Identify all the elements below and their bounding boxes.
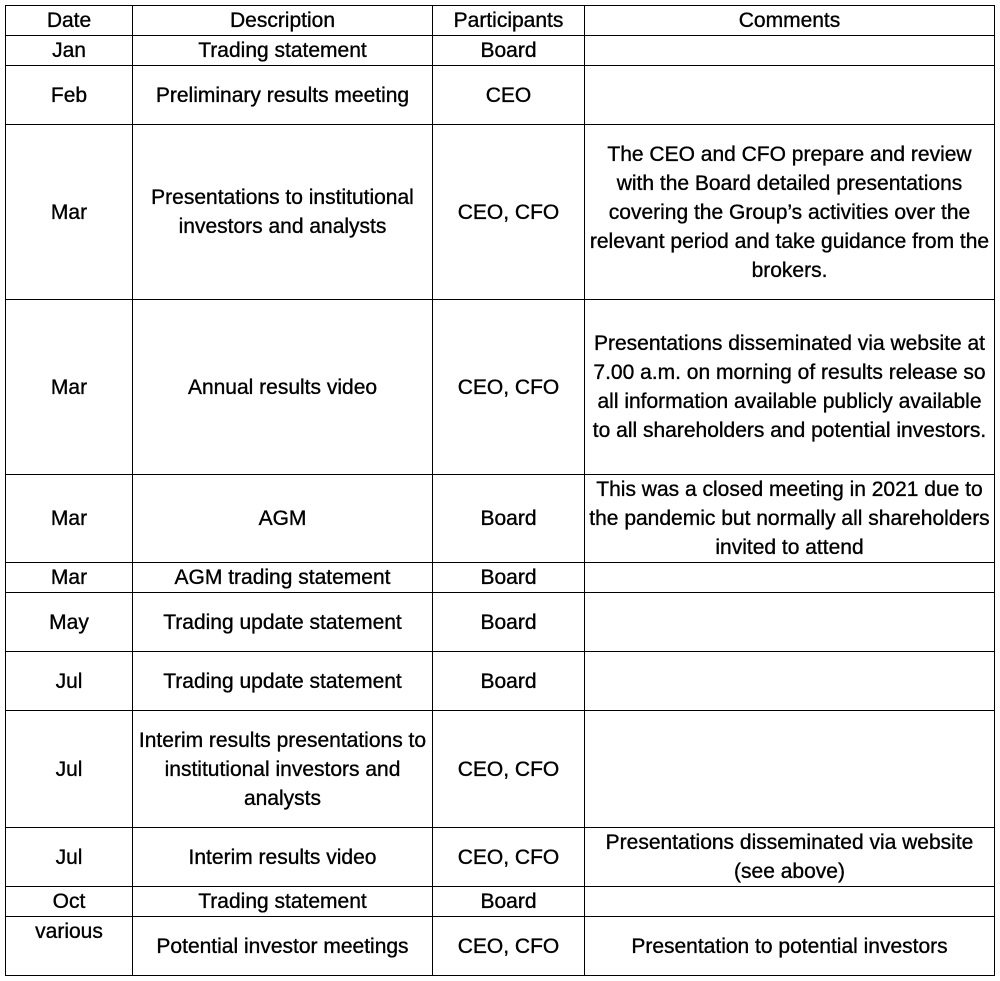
cell-date: Feb — [6, 66, 133, 125]
cell-comments — [585, 887, 995, 917]
table-row — [6, 300, 995, 475]
cell-participants: CEO, CFO — [433, 917, 585, 976]
cell-participants: Board — [433, 563, 585, 593]
cell-participants: CEO, CFO — [433, 828, 585, 887]
cell-participants: Board — [433, 475, 585, 563]
cell-description: AGM trading statement — [133, 563, 433, 593]
cell-description: Presentations to institutional investors and analysts — [133, 125, 433, 300]
cell-participants: Board — [433, 36, 585, 66]
table-row — [6, 475, 995, 563]
header-comments: Comments — [585, 6, 995, 36]
cell-participants: CEO — [433, 66, 585, 125]
cell-description: Trading statement — [133, 36, 433, 66]
investor-relations-calendar-table — [5, 5, 995, 976]
cell-comments — [585, 593, 995, 652]
cell-description: Interim results video — [133, 828, 433, 887]
cell-date: Mar — [6, 300, 133, 475]
cell-comments: This was a closed meeting in 2021 due to the pandemic but normally all shareholders invited to attend — [585, 475, 995, 563]
table-row — [6, 917, 995, 976]
cell-comments — [585, 711, 995, 828]
cell-comments: The CEO and CFO prepare and review with the Board detailed presentations covering the Group’s activities over the relevant period and take guidance from the brokers. — [585, 125, 995, 300]
header-participants: Participants — [433, 6, 585, 36]
cell-date: May — [6, 593, 133, 652]
cell-participants: CEO, CFO — [433, 711, 585, 828]
cell-description: AGM — [133, 475, 433, 563]
cell-description: Interim results presentations to institutional investors and analysts — [133, 711, 433, 828]
table-row — [6, 828, 995, 887]
cell-date: Mar — [6, 563, 133, 593]
cell-comments — [585, 563, 995, 593]
cell-participants: Board — [433, 652, 585, 711]
table-row — [6, 593, 995, 652]
cell-date: Oct — [6, 887, 133, 917]
cell-participants: CEO, CFO — [433, 300, 585, 475]
cell-participants: Board — [433, 887, 585, 917]
cell-date: Mar — [6, 125, 133, 300]
header-description: Description — [133, 6, 433, 36]
cell-description: Trading update statement — [133, 593, 433, 652]
cell-comments: Presentation to potential investors — [585, 917, 995, 976]
table-row — [6, 36, 995, 66]
table-row — [6, 887, 995, 917]
table-row — [6, 652, 995, 711]
cell-description: Trading update statement — [133, 652, 433, 711]
cell-description: Annual results video — [133, 300, 433, 475]
header-date: Date — [6, 6, 133, 36]
cell-comments — [585, 36, 995, 66]
cell-date: Jul — [6, 828, 133, 887]
table-row — [6, 563, 995, 593]
cell-date: Jul — [6, 652, 133, 711]
cell-description: Potential investor meetings — [133, 917, 433, 976]
table-header-row — [6, 6, 995, 36]
cell-comments: Presentations disseminated via website (see above) — [585, 828, 995, 887]
cell-participants: Board — [433, 593, 585, 652]
cell-description: Trading statement — [133, 887, 433, 917]
table-row — [6, 125, 995, 300]
cell-date: various — [6, 917, 133, 976]
cell-comments — [585, 652, 995, 711]
cell-comments — [585, 66, 995, 125]
cell-participants: CEO, CFO — [433, 125, 585, 300]
table-row — [6, 711, 995, 828]
cell-date: Jul — [6, 711, 133, 828]
cell-comments: Presentations disseminated via website at 7.00 a.m. on morning of results release so all information available publicly available to all shareholders and potential investors. — [585, 300, 995, 475]
cell-date: Mar — [6, 475, 133, 563]
cell-date: Jan — [6, 36, 133, 66]
table-row — [6, 66, 995, 125]
cell-description: Preliminary results meeting — [133, 66, 433, 125]
